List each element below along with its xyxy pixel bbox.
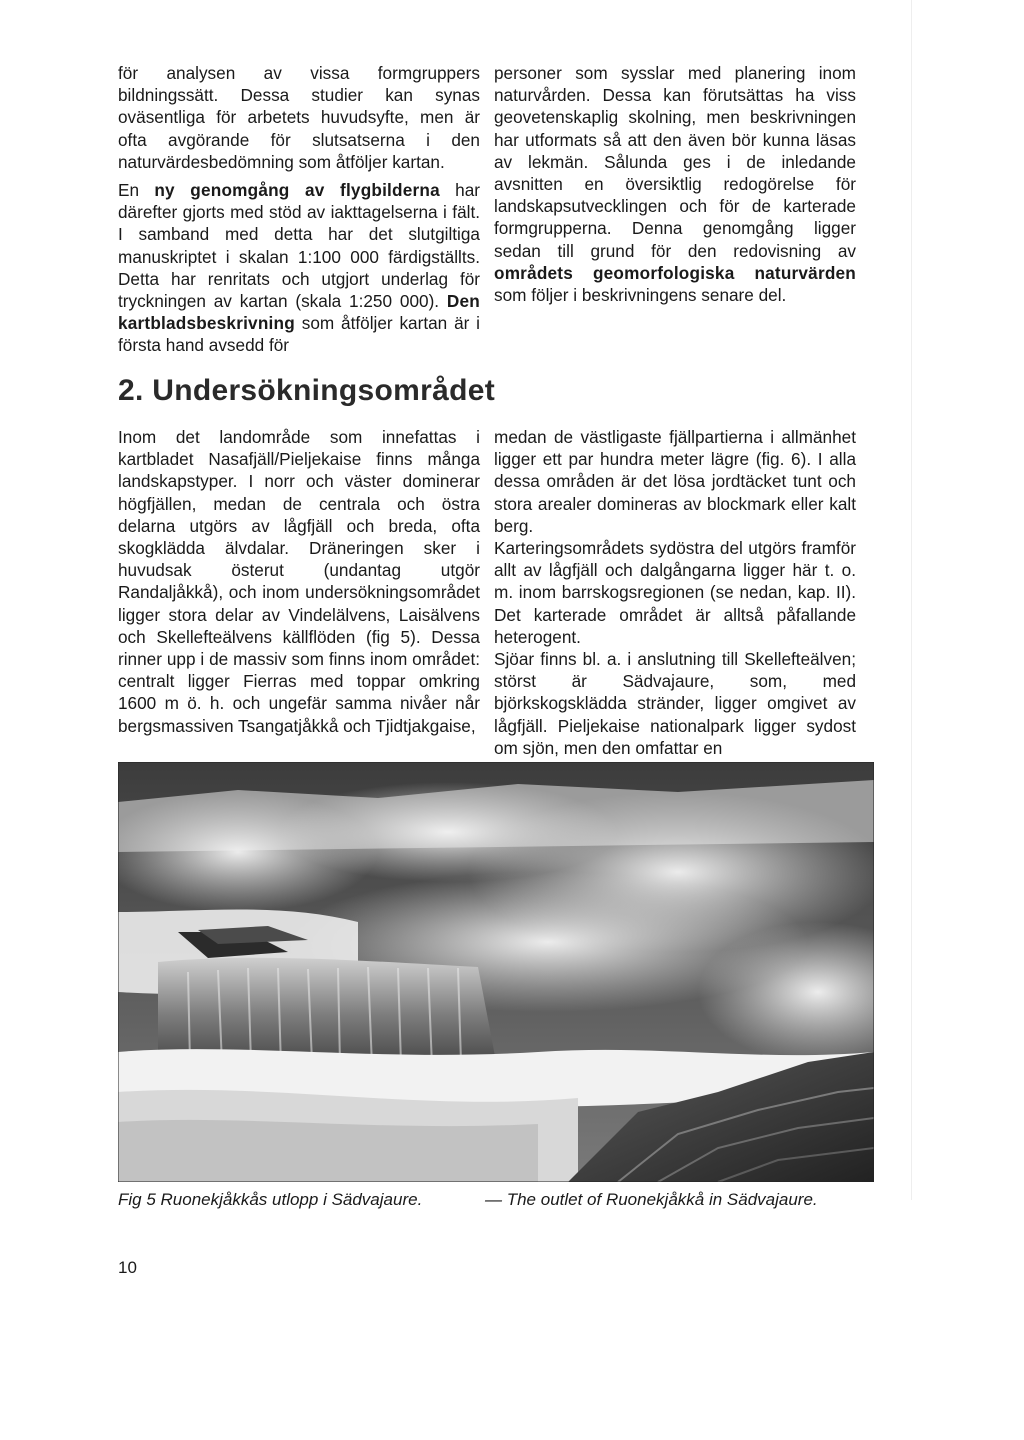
page-edge-line [911, 0, 912, 1200]
section-right-paragraph-2: Karteringsområdets sydöstra del utgörs framför allt av lågfjäll och dalgångarna ligger här t. o. m. inom barrskogsregionen (se nedan, kap. II). Det karterade området är alltså påfallande heterogent. [494, 538, 856, 647]
text-run: personer som sysslar med planering inom naturvården. Dessa kan förutsättas ha viss geovetenskaplig skolning, men beskrivningen har utformats så att den även bör kunna läsas av lekmän. Sålunda ges i de inledande avsnitten en översiktlig redogörelse för landskapsutvecklingen och för de karterade formgrupperna. Denna genomgång ligger sedan till grund för den redovisning av [494, 63, 856, 261]
keyword-naturvarden: områdets geomorfologiska naturvärden [494, 262, 856, 283]
section-right-column [494, 426, 856, 759]
text-run: som följer i beskrivningens senare del. [494, 285, 787, 306]
intro-left-paragraph-2 [118, 179, 480, 357]
keyword-flygbilderna: ny genomgång av flygbilderna [154, 180, 440, 201]
waterfall-photo-drawing [118, 762, 874, 1182]
section-left-paragraph: Inom det landområde som innefattas i kartbladet Nasafjäll/Pieljekaise finns många landskapstyper. I norr och väster dominerar högfjällen, medan de centrala och östra delarna utgörs av lågfjäll och breda, ofta skogklädda älvdalar. Dräneringen sker i huvudsak österut (undantag utgör Randaljåkkå), och inom undersökningsområdet ligger stora delar av Vindelälvens, Laisälvens och Skellefteälvens källflöden (fig 5). Dessa rinner upp i de massiv som finns inom området: centralt ligger Fierras med toppar omkring 1600 m ö. h. och ungefär samma nivåer når bergsmassiven Tsangatjåkkå och Tjidtjakgaise, [118, 427, 480, 736]
text-run: har därefter gjorts med stöd av iakttagelserna i fält. I samband med detta har det slutgiltiga manuskriptet i skalan 1:100 000 färdigställts. Detta har renritats och utgjort underlag för tryckningen av kartan (skala 1:250 000). [118, 180, 480, 312]
figure-caption-english: — The outlet of Ruonekjåkkå in Sädvajaure. [485, 1190, 818, 1209]
intro-right-column [494, 62, 856, 306]
section-right-paragraph-3: Sjöar finns bl. a. i anslutning till Skellefteälven; störst är Sädvajaure, som, med björkskogsklädda stränder, ligger omgivet av lågfjäll. Pieljekaise nationalpark ligger sydost om sjön, men den omfattar en [494, 649, 856, 758]
intro-right-paragraph [494, 62, 856, 306]
waterfall-photo [118, 762, 874, 1182]
page-number: 10 [118, 1258, 137, 1277]
figure-caption-swedish: Fig 5 Ruonekjåkkås utlopp i Sädvajaure. [118, 1190, 423, 1209]
section-heading: 2. Undersökningsområdet [118, 374, 495, 407]
intro-left-paragraph-1: för analysen av vissa formgruppers bildningssätt. Dessa studier kan synas oväsentliga för arbetets huvudsyfte, men är ofta avgörande för slutsatserna i den naturvärdesbedömning som åtföljer kartan. [118, 63, 480, 172]
text-run: som åtföljer kartan är i första hand avsedd för [118, 313, 481, 356]
keyword-kartbladsbeskrivning: Den kartbladsbeskrivning [118, 291, 480, 334]
section-right-paragraph-1: medan de västligaste fjällpartierna i allmänhet ligger ett par hundra meter lägre (fig. 6). I alla dessa områden är det lösa jordtäcket tunt och stora arealer domineras av blockmark eller kalt berg. [494, 427, 856, 536]
intro-left-column [118, 62, 480, 357]
text-run: En [118, 180, 140, 201]
section-left-column [118, 426, 480, 737]
